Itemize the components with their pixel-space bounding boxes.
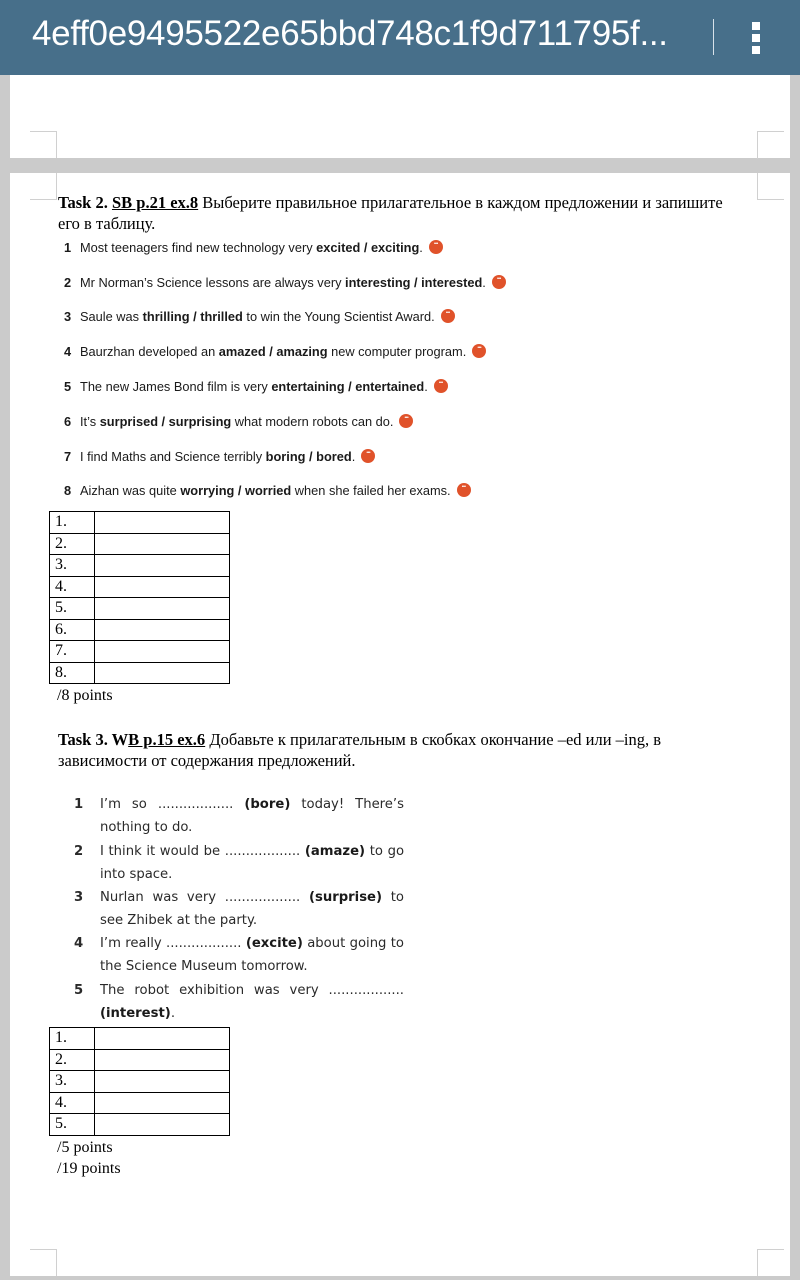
task2-item: 5 The new James Bond film is very entertaining / entertained.••• bbox=[64, 379, 448, 394]
task3-ref: B p.15 ex.6 bbox=[128, 730, 206, 749]
answer-cell[interactable] bbox=[95, 1071, 230, 1093]
task3-item: 1 I’m so .................. (bore) today! There’s nothing to do. bbox=[74, 797, 404, 835]
task3-item: 3 Nurlan was very .................. (surprise) to see Zhibek at the party. bbox=[74, 890, 404, 928]
answer-cell[interactable] bbox=[95, 512, 230, 534]
task3-item: 5 The robot exhibition was very .................. (interest). bbox=[74, 983, 404, 1021]
table-row: 3. bbox=[50, 555, 230, 577]
task3-label: Task 3. W bbox=[58, 730, 129, 749]
app-bar bbox=[0, 0, 800, 75]
answer-cell[interactable] bbox=[95, 598, 230, 620]
answer-cell[interactable] bbox=[95, 662, 230, 684]
task3-instruction: Добавьте к прилагательным в скобках окончание –ed или –ing, в зависимости от содержания предложений. bbox=[58, 730, 662, 770]
more-dots-icon[interactable] bbox=[429, 240, 443, 254]
task3-item: 2 I think it would be .................. (amaze) to go into space. bbox=[74, 844, 405, 882]
page-corner-mark bbox=[757, 131, 784, 159]
table-row: 4. bbox=[50, 1092, 230, 1114]
task2-points: /8 points bbox=[57, 687, 113, 704]
task2-heading bbox=[58, 192, 748, 234]
more-dots-icon[interactable] bbox=[361, 449, 375, 463]
page-corner-mark bbox=[30, 173, 57, 200]
task2-item: 8 Aizhan was quite worrying / worried when she failed her exams.••• bbox=[64, 483, 471, 498]
table-row: 6. bbox=[50, 619, 230, 641]
table-row: 3. bbox=[50, 1071, 230, 1093]
table-row: 1. bbox=[50, 512, 230, 534]
table-row: 2. bbox=[50, 1049, 230, 1071]
document-page-2 bbox=[10, 173, 790, 1276]
more-dots-icon[interactable] bbox=[472, 344, 486, 358]
table-row: 5. bbox=[50, 598, 230, 620]
answer-cell[interactable] bbox=[95, 555, 230, 577]
answer-cell[interactable] bbox=[95, 576, 230, 598]
task2-item: 3 Saule was thrilling / thrilled to win the Young Scientist Award.••• bbox=[64, 309, 455, 324]
task3-item: 4 I’m really .................. (excite) about going to the Science Museum tomorrow. bbox=[74, 936, 404, 974]
answer-cell[interactable] bbox=[95, 1028, 230, 1050]
page-corner-mark bbox=[30, 131, 56, 132]
table-row: 1. bbox=[50, 1028, 230, 1050]
answer-cell[interactable] bbox=[95, 619, 230, 641]
table-row: 2. bbox=[50, 533, 230, 555]
more-dots-icon[interactable] bbox=[457, 483, 471, 497]
table-row: 5. bbox=[50, 1114, 230, 1136]
page-corner-mark bbox=[30, 131, 57, 158]
task2-answer-table bbox=[49, 511, 230, 684]
more-dots-icon[interactable] bbox=[441, 309, 455, 323]
task2-ref: SB p.21 ex.8 bbox=[111, 193, 199, 212]
task2-item: 1 Most teenagers find new technology very excited / exciting.••• bbox=[64, 240, 443, 255]
task2-item: 6 It’s surprised / surprising what modern robots can do.••• bbox=[64, 414, 413, 429]
task2-label: Task 2. bbox=[58, 193, 108, 212]
more-dots-icon[interactable] bbox=[492, 275, 506, 289]
answer-cell[interactable] bbox=[95, 533, 230, 555]
more-vert-icon[interactable] bbox=[747, 20, 769, 56]
table-row: 8. bbox=[50, 662, 230, 684]
answer-cell[interactable] bbox=[95, 1092, 230, 1114]
task3-heading bbox=[58, 729, 748, 771]
app-bar-divider bbox=[713, 19, 714, 55]
page-corner-mark bbox=[757, 1249, 784, 1276]
answer-cell[interactable] bbox=[95, 1049, 230, 1071]
page-corner-mark bbox=[757, 173, 784, 200]
answer-cell[interactable] bbox=[95, 641, 230, 663]
answer-cell[interactable] bbox=[95, 1114, 230, 1136]
task2-item: 4 Baurzhan developed an amazed / amazing new computer program.••• bbox=[64, 344, 486, 359]
page-corner-mark bbox=[30, 1249, 57, 1276]
task2-item: 7 I find Maths and Science terribly boring / bored.••• bbox=[64, 449, 375, 464]
document-page-1 bbox=[10, 75, 790, 158]
table-row: 4. bbox=[50, 576, 230, 598]
document-title: 4eff0e9495522e65bbd748c1f9d711795f... bbox=[32, 14, 668, 53]
task2-item: 2 Mr Norman’s Science lessons are always very interesting / interested.••• bbox=[64, 275, 506, 290]
more-dots-icon[interactable] bbox=[434, 379, 448, 393]
total-points: /19 points bbox=[57, 1160, 121, 1177]
task3-points: /5 points bbox=[57, 1139, 113, 1156]
table-row: 7. bbox=[50, 641, 230, 663]
task3-answer-table bbox=[49, 1027, 230, 1136]
task2-instruction: Выберите правильное прилагательное в каждом предложении и запишите его в таблицу. bbox=[58, 193, 723, 233]
more-dots-icon[interactable] bbox=[399, 414, 413, 428]
